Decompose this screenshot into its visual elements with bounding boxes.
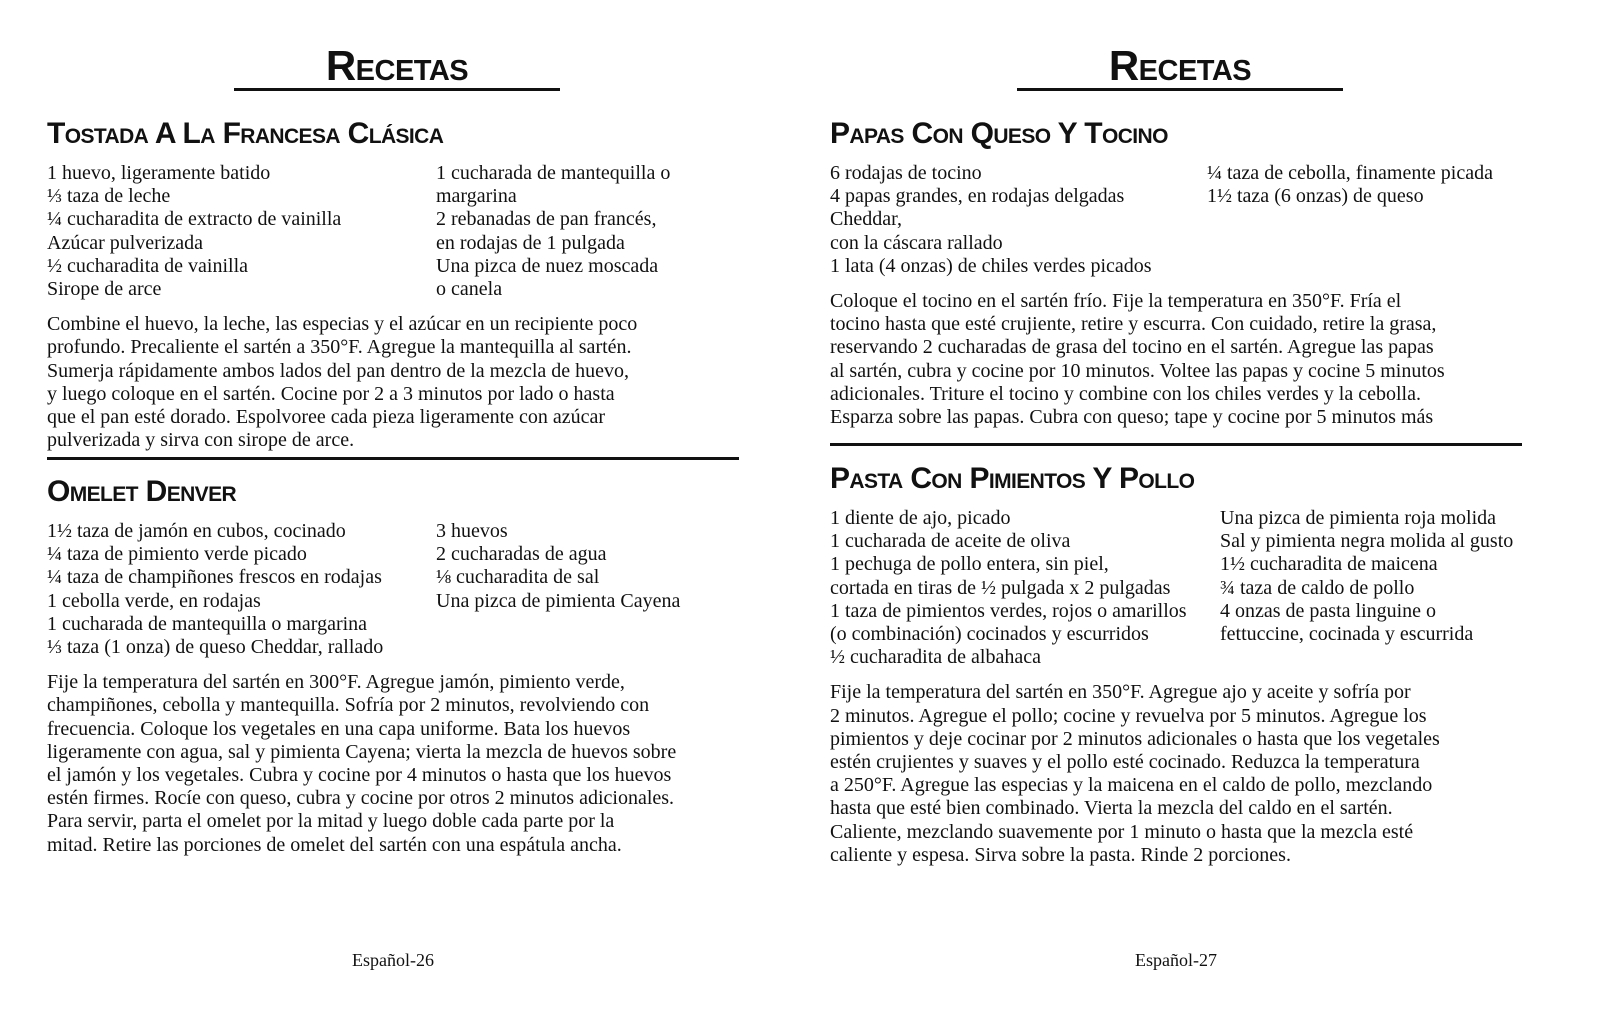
page-number: Español-26 bbox=[352, 950, 434, 970]
ingredients bbox=[830, 507, 1522, 669]
page-header bbox=[830, 44, 1530, 91]
instruction-line: reservando 2 cucharadas de grasa del tocino en el sartén. Agregue las papas bbox=[830, 336, 1434, 359]
instruction-line: Esparza sobre las papas. Cubra con queso; tape y cocine por 5 minutos más bbox=[830, 406, 1434, 429]
ingredient-item: 1½ taza (6 onzas) de queso bbox=[1207, 185, 1424, 208]
recipe-tostada bbox=[47, 118, 739, 452]
ingredients bbox=[47, 520, 739, 659]
ingredient-item: en rodajas de 1 pulgada bbox=[436, 231, 625, 254]
instruction-line: Fije la temperatura del sartén en 350°F. Agregue ajo y aceite y sofría por bbox=[830, 681, 1411, 704]
ingredient-item: 2 rebanadas de pan francés, bbox=[436, 208, 657, 231]
ingredient-item: 1 pechuga de pollo entera, sin piel, bbox=[830, 553, 1109, 576]
ingredient-item: (o combinación) cocinados y escurridos bbox=[830, 623, 1149, 646]
ingredient-item: 1 diente de ajo, picado bbox=[830, 507, 1011, 529]
ingredient-item: o canela bbox=[436, 278, 503, 301]
ingredients-column-1 bbox=[47, 520, 436, 659]
page-title: Recetas bbox=[234, 44, 560, 91]
page-number: Español-27 bbox=[1135, 950, 1217, 970]
right-page bbox=[830, 0, 1530, 1036]
ingredients-column-1 bbox=[830, 162, 1207, 278]
ingredient-item: ¼ taza de champiñones frescos en rodajas bbox=[47, 566, 382, 589]
ingredient-item: cortada en tiras de ½ pulgada x 2 pulgadas bbox=[830, 576, 1171, 599]
instructions bbox=[830, 290, 1522, 429]
ingredient-item: Una pizca de pimienta roja molida bbox=[1220, 507, 1497, 529]
ingredient-item: con la cáscara rallado bbox=[830, 231, 1003, 254]
instruction-line: 2 minutos. Agregue el pollo; cocine y revuelva por 5 minutos. Agregue los bbox=[830, 704, 1427, 727]
recipe-omelet bbox=[47, 476, 739, 857]
instruction-line: estén crujientes y suaves y el pollo esté cocinado. Reduzca la temperatura bbox=[830, 751, 1420, 774]
ingredient-item: 1 cucharada de mantequilla o margarina bbox=[47, 612, 368, 635]
instruction-line: Caliente, mezclando suavemente por 1 minuto o hasta que la mezcla esté bbox=[830, 820, 1414, 843]
ingredient-item: Sal y pimienta negra molida al gusto bbox=[1220, 530, 1514, 553]
ingredients-column-1 bbox=[830, 507, 1220, 669]
ingredients-column-2 bbox=[1207, 162, 1493, 278]
ingredient-item: Una pizca de nuez moscada bbox=[436, 254, 659, 277]
instructions bbox=[47, 313, 739, 452]
page-header bbox=[47, 44, 747, 91]
ingredient-item: 1 cucharada de aceite de oliva bbox=[830, 530, 1071, 553]
ingredient-item: 3 huevos bbox=[436, 520, 508, 542]
instruction-line: champiñones, cebolla y mantequilla. Sofría por 2 minutos, revolviendo con bbox=[47, 694, 650, 717]
ingredient-item: fettuccine, cocinada y escurrida bbox=[1220, 623, 1474, 646]
ingredient-item: 1 cucharada de mantequilla o bbox=[436, 162, 671, 184]
ingredient-item: 1 taza de pimientos verdes, rojos o amarillos bbox=[830, 599, 1187, 622]
ingredient-item: 1½ cucharadita de maicena bbox=[1220, 553, 1438, 576]
instruction-line: mitad. Retire las porciones de omelet del sartén con una espátula ancha. bbox=[47, 833, 622, 856]
ingredients-column-1 bbox=[47, 162, 436, 301]
instruction-line: profundo. Precaliente el sartén a 350°F. Agregue la mantequilla al sartén. bbox=[47, 336, 632, 359]
ingredients bbox=[47, 162, 739, 301]
page-title: Recetas bbox=[1017, 44, 1343, 91]
recipe-divider bbox=[830, 443, 1522, 446]
instructions bbox=[830, 681, 1522, 867]
instruction-line: Para servir, parta el omelet por la mitad y luego doble cada parte por la bbox=[47, 810, 615, 833]
ingredient-item: ½ cucharadita de vainilla bbox=[47, 254, 249, 277]
instruction-line: a 250°F. Agregue las especias y la maicena en el caldo de pollo, mezclando bbox=[830, 774, 1433, 797]
recipe-divider bbox=[47, 457, 739, 460]
ingredient-item: ¼ cucharadita de extracto de vainilla bbox=[47, 208, 342, 231]
ingredient-item: ¼ taza de cebolla, finamente picada bbox=[1207, 162, 1493, 184]
ingredient-item: margarina bbox=[436, 185, 517, 208]
instruction-line: Combine el huevo, la leche, las especias y el azúcar en un recipiente poco bbox=[47, 313, 638, 336]
recipe-papas bbox=[830, 118, 1522, 429]
ingredient-item: 2 cucharadas de agua bbox=[436, 543, 607, 566]
recipe-title: Pasta Con Pimientos Y Pollo bbox=[830, 462, 1195, 495]
instruction-line: Sumerja rápidamente ambos lados del pan dentro de la mezcla de huevo, bbox=[47, 359, 630, 382]
ingredient-item: 4 onzas de pasta linguine o bbox=[1220, 599, 1437, 622]
instructions bbox=[47, 671, 739, 857]
ingredient-item: 1 lata (4 onzas) de chiles verdes picados bbox=[830, 254, 1152, 277]
recipe-title: Tostada A La Francesa Clásica bbox=[47, 117, 444, 150]
recipe-title: Papas Con Queso Y Tocino bbox=[830, 117, 1168, 150]
instruction-line: hasta que esté bien combinado. Vierta la mezcla del caldo en el sartén. bbox=[830, 797, 1393, 820]
ingredients-column-2 bbox=[1220, 507, 1513, 669]
recipe-pasta bbox=[830, 463, 1522, 867]
instruction-line: el jamón y los vegetales. Cubra y cocine por 4 minutos o hasta que los huevos bbox=[47, 764, 672, 787]
ingredient-item: Azúcar pulverizada bbox=[47, 231, 204, 254]
instruction-line: ligeramente con agua, sal y pimienta Cayena; vierta la mezcla de huevos sobre bbox=[47, 740, 677, 763]
ingredient-item: ½ cucharadita de albahaca bbox=[830, 646, 1041, 669]
instruction-line: pulverizada y sirva con sirope de arce. bbox=[47, 429, 355, 452]
ingredient-item: 4 papas grandes, en rodajas delgadas bbox=[830, 185, 1125, 208]
ingredient-item: 1½ taza de jamón en cubos, cocinado bbox=[47, 520, 346, 542]
instruction-line: adicionales. Triture el tocino y combine con los chiles verdes y la cebolla. bbox=[830, 382, 1421, 405]
ingredient-item: 1 huevo, ligeramente batido bbox=[47, 162, 271, 184]
ingredient-item: Sirope de arce bbox=[47, 278, 162, 301]
instruction-line: al sartén, cubra y cocine por 10 minutos. Voltee las papas y cocine 5 minutos bbox=[830, 359, 1445, 382]
ingredients-column-2 bbox=[436, 520, 680, 659]
ingredients-column-2 bbox=[436, 162, 670, 301]
ingredient-item: Cheddar, bbox=[830, 208, 902, 231]
instruction-line: Fije la temperatura del sartén en 300°F. Agregue jamón, pimiento verde, bbox=[47, 671, 625, 694]
ingredient-item: 1 cebolla verde, en rodajas bbox=[47, 589, 261, 612]
instruction-line: Coloque el tocino en el sartén frío. Fije la temperatura en 350°F. Fría el bbox=[830, 290, 1402, 313]
ingredient-item: ⅛ cucharadita de sal bbox=[436, 566, 600, 589]
ingredient-item: ⅓ taza (1 onza) de queso Cheddar, rallado bbox=[47, 636, 384, 659]
ingredient-item: ¾ taza de caldo de pollo bbox=[1220, 576, 1415, 599]
instruction-line: que el pan esté dorado. Espolvoree cada pieza ligeramente con azúcar bbox=[47, 406, 606, 429]
ingredient-item: 6 rodajas de tocino bbox=[830, 162, 982, 184]
ingredients bbox=[830, 162, 1522, 278]
instruction-line: caliente y espesa. Sirva sobre la pasta. Rinde 2 porciones. bbox=[830, 843, 1291, 866]
recipe-title: Omelet Denver bbox=[47, 475, 237, 508]
instruction-line: frecuencia. Coloque los vegetales en una capa uniforme. Bata los huevos bbox=[47, 717, 631, 740]
ingredient-item: Una pizca de pimienta Cayena bbox=[436, 589, 681, 612]
instruction-line: tocino hasta que esté crujiente, retire y escurra. Con cuidado, retire la grasa, bbox=[830, 313, 1437, 336]
ingredient-item: ⅓ taza de leche bbox=[47, 185, 171, 208]
left-page bbox=[47, 0, 747, 1036]
instruction-line: pimientos y deje cocinar por 2 minutos adicionales o hasta que los vegetales bbox=[830, 727, 1440, 750]
ingredient-item: ¼ taza de pimiento verde picado bbox=[47, 543, 307, 566]
instruction-line: estén firmes. Rocíe con queso, cubra y cocine por otros 2 minutos adicionales. bbox=[47, 787, 675, 810]
instruction-line: y luego coloque en el sartén. Cocine por 2 a 3 minutos por lado o hasta bbox=[47, 382, 615, 405]
